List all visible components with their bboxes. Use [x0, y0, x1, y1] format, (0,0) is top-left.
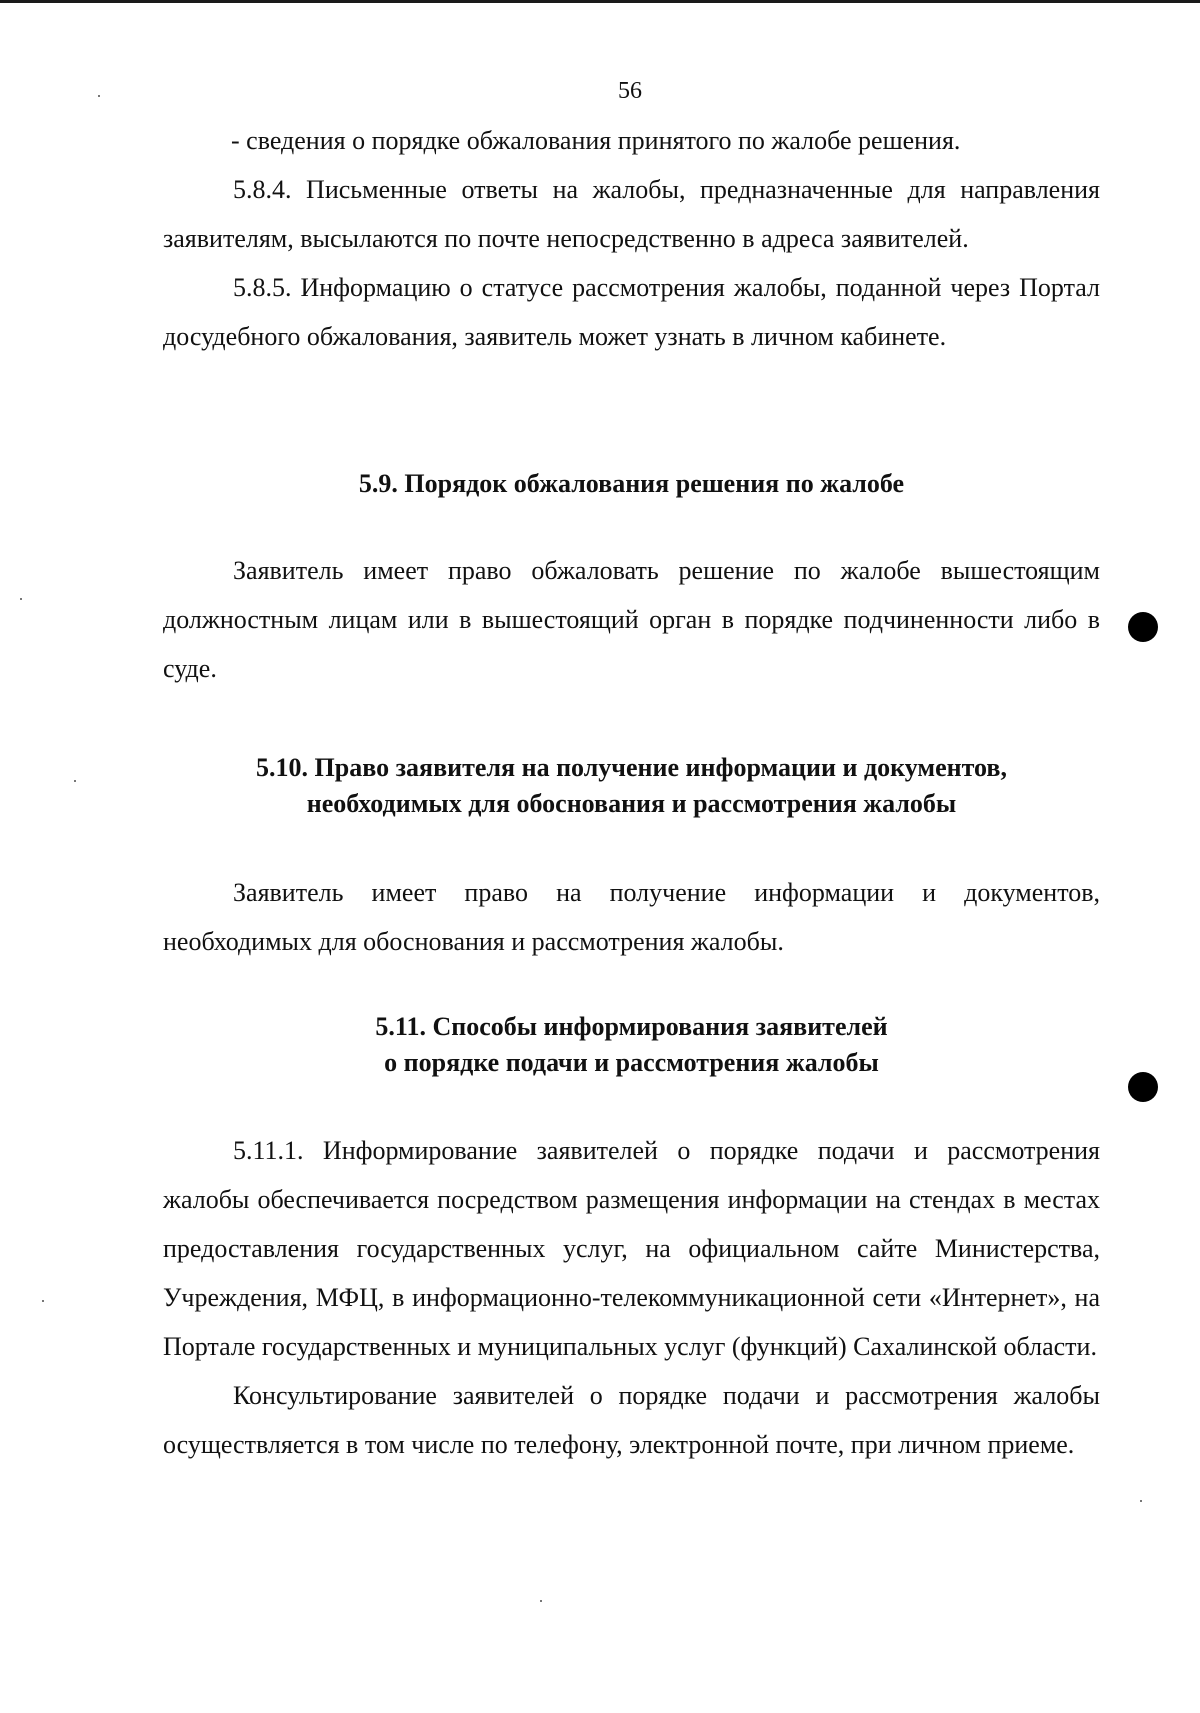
heading-5-9: 5.9. Порядок обжалования решения по жалобе — [358, 469, 905, 498]
paragraph-5-11-1: 5.11.1. Информирование заявителей о порядке подачи и рассмотрения жалобы обеспечивается посредством размещения информации на стендах в местах предоставления государственных услуг, на официальном сайте Министерства, Учреждения, МФЦ, в информационно-телекоммуникационной сети «Интернет», на Портале государственных и муниципальных услуг (функций) Сахалинской области. — [163, 1136, 1100, 1361]
paragraph-5-10: Заявитель имеет право на получение информации и документов, необходимых для обоснования и рассмотрения жалобы. — [163, 878, 1100, 956]
page-number: 56 — [618, 78, 642, 104]
heading-5-11-line-2: о порядке подачи и рассмотрения жалобы — [384, 1048, 879, 1077]
text-block-5-11 — [163, 1126, 1100, 1469]
heading-5-10-line-2: необходимых для обоснования и рассмотрения жалобы — [306, 789, 957, 818]
top-border-line — [0, 0, 1200, 3]
paragraph-5-9: Заявитель имеет право обжаловать решение по жалобе вышестоящим должностным лицам или в вышестоящий орган в порядке подчиненности либо в суде. — [163, 556, 1100, 683]
scan-speck — [74, 780, 76, 782]
text-block-5-9 — [163, 546, 1100, 693]
scan-speck — [98, 95, 100, 97]
scan-speck — [540, 1600, 542, 1602]
punch-hole-dot — [1128, 612, 1158, 642]
scan-speck — [20, 598, 22, 600]
heading-5-10 — [163, 750, 1100, 822]
paragraph-5-8-5: 5.8.5. Информацию о статусе рассмотрения жалобы, поданной через Портал досудебного обжалования, заявитель может узнать в личном кабинете. — [163, 273, 1100, 351]
text-block-5-10 — [163, 868, 1100, 966]
scan-speck — [1140, 1500, 1142, 1502]
heading-5-11 — [163, 1009, 1100, 1081]
heading-5-10-line-1: 5.10. Право заявителя на получение информации и документов, — [256, 753, 1007, 782]
text-block-5-8 — [163, 116, 1100, 361]
punch-hole-dot — [1128, 1072, 1158, 1102]
paragraph-consultation: Консультирование заявителей о порядке подачи и рассмотрения жалобы осуществляется в том числе по телефону, электронной почте, при личном приеме. — [163, 1381, 1100, 1459]
heading-5-11-line-1: 5.11. Способы информирования заявителей — [375, 1012, 888, 1041]
paragraph-5-8-4: 5.8.4. Письменные ответы на жалобы, предназначенные для направления заявителям, высылаются по почте непосредственно в адреса заявителей. — [163, 175, 1100, 253]
intro-line: - сведения о порядке обжалования принятого по жалобе решения. — [231, 126, 961, 155]
scan-speck — [42, 1300, 44, 1302]
